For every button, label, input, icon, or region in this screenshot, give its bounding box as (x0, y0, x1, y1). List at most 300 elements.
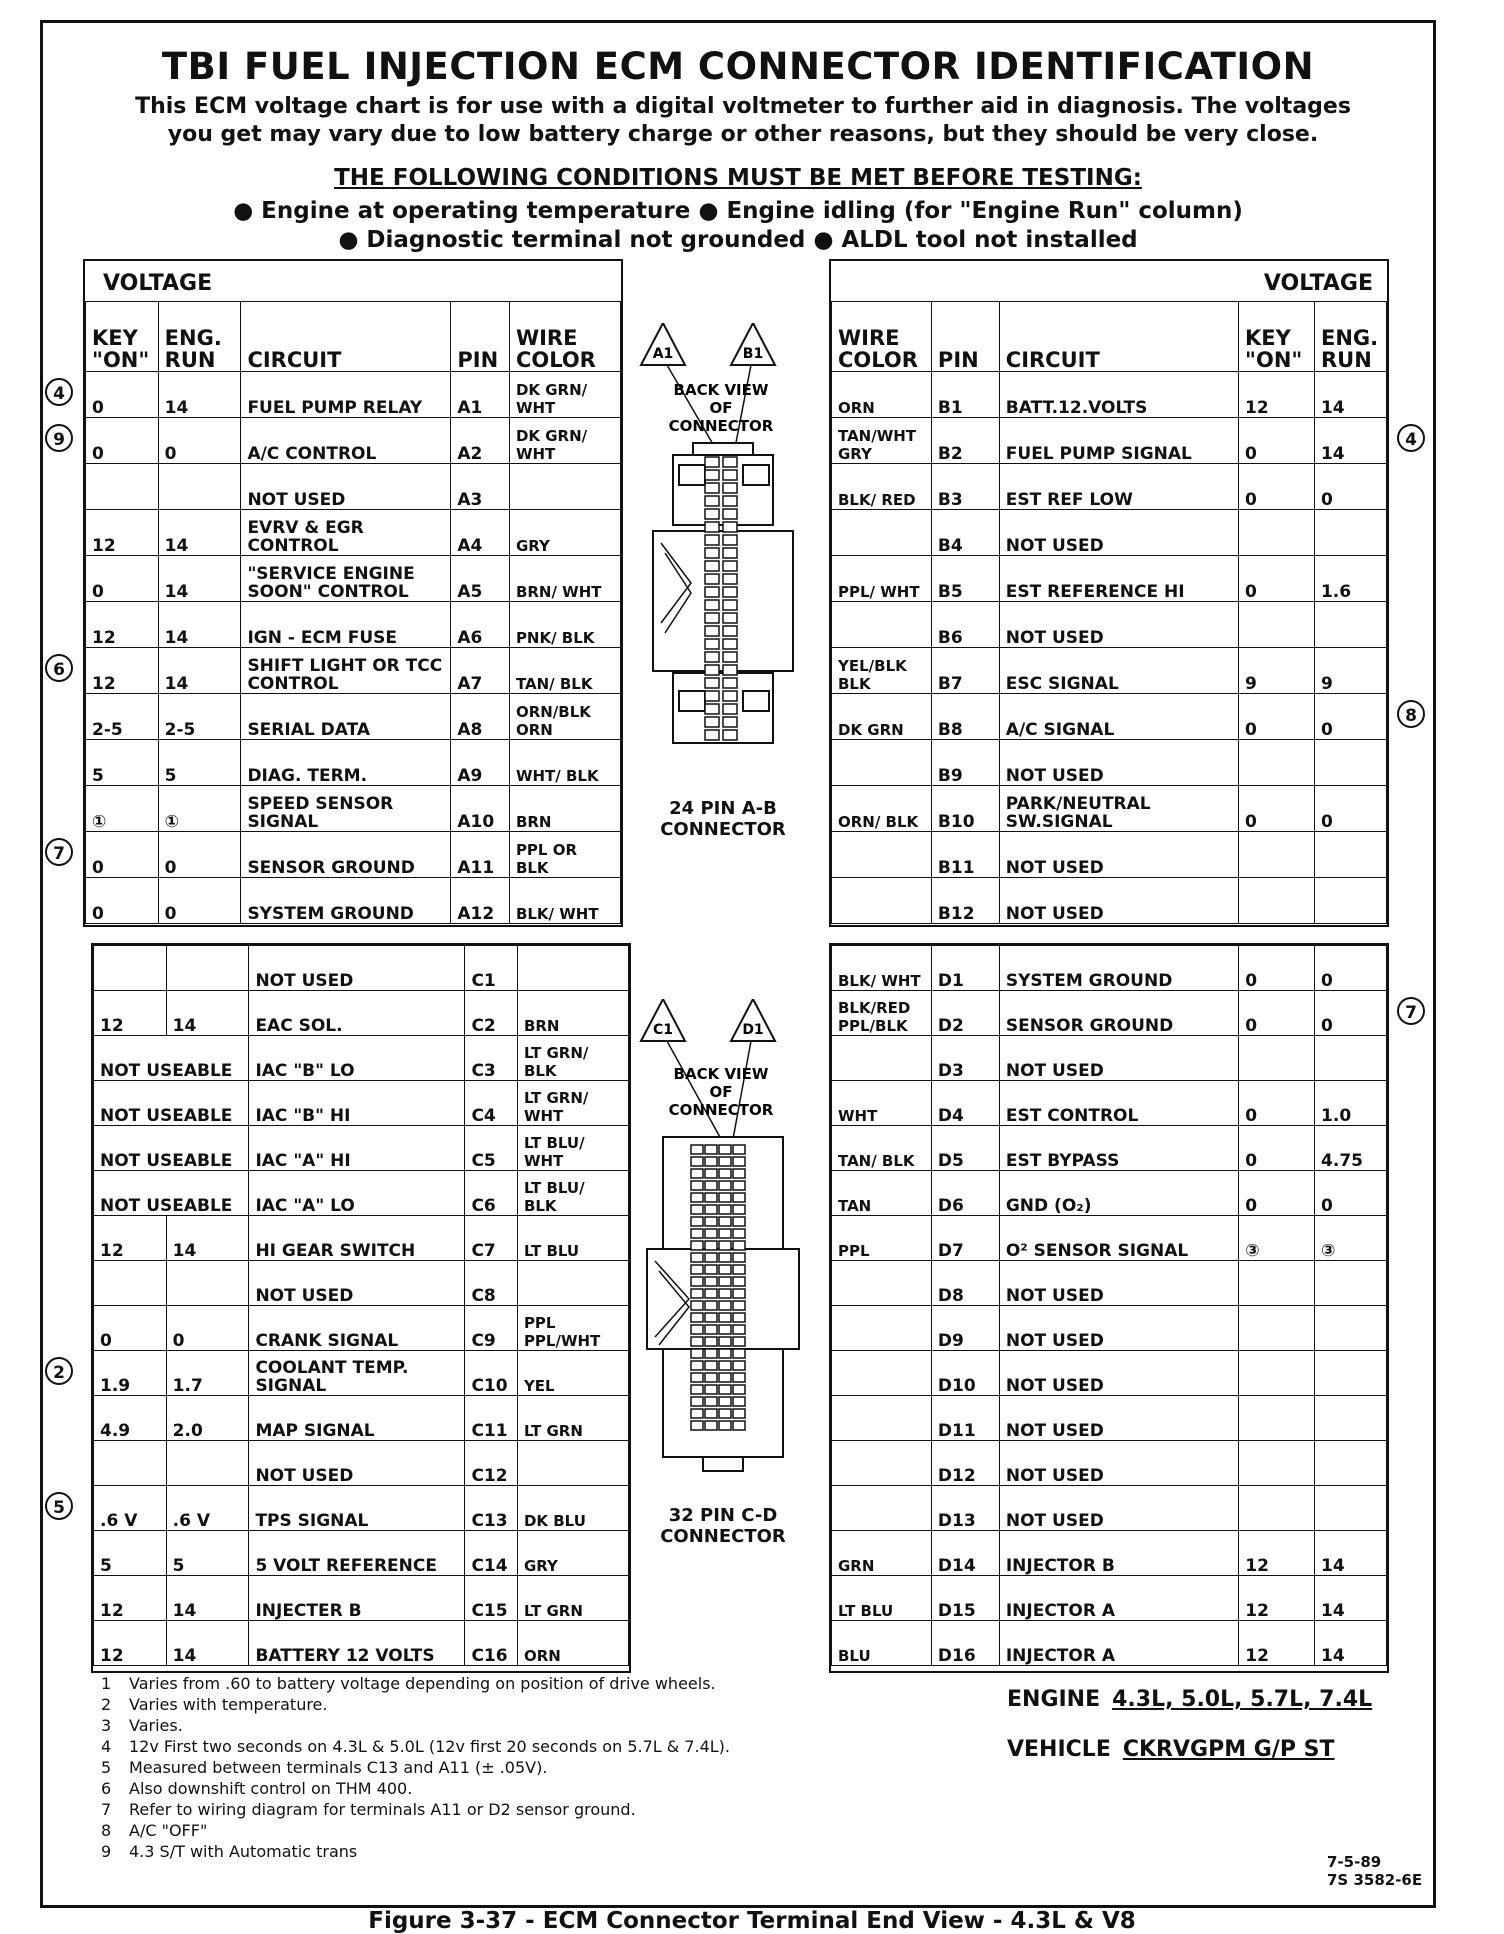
pin-cell: C12 (465, 1441, 517, 1486)
wire-color-cell: BRN (509, 786, 620, 832)
table-row (832, 878, 1387, 924)
circuit-cell: NOT USED (999, 602, 1238, 648)
pin-cell: C10 (465, 1351, 517, 1396)
key-on-cell (1239, 878, 1315, 924)
eng-run-cell: 14 (158, 602, 241, 648)
key-on-cell: 0 (1239, 556, 1315, 602)
connector-pin-socket (719, 1241, 731, 1250)
connector-pin-socket (691, 1169, 703, 1178)
connector-ab-back-view: BACK VIEW OF CONNECTOR (668, 381, 774, 435)
footnote-number: 5 (101, 1758, 112, 1777)
footnote-reference-circle: 7 (45, 838, 73, 866)
wire-color-cell (832, 1396, 932, 1441)
footnote-item (101, 1799, 636, 1820)
circuit-cell: EST CONTROL (999, 1081, 1238, 1126)
wire-color-cell (832, 832, 932, 878)
connector-pin-socket (691, 1181, 703, 1190)
wire-color-cell (832, 1261, 932, 1306)
wire-color-cell (832, 740, 932, 786)
pin-cell: A2 (451, 418, 510, 464)
wire-color-cell: PPL PPL/WHT (517, 1306, 628, 1351)
footnote-reference-circle: 5 (45, 1492, 73, 1520)
connector-cd-diagram (633, 999, 813, 1559)
wire-color-cell (517, 1261, 628, 1306)
connector-pin-socket (705, 1145, 717, 1154)
table-a-block (83, 259, 623, 927)
connector-pin-socket (723, 509, 737, 519)
table-row (832, 418, 1387, 464)
footnote-item (101, 1736, 730, 1757)
chart-sheet (40, 20, 1436, 1908)
connector-pin-socket (691, 1361, 703, 1370)
connector-pin-socket (705, 496, 719, 506)
eng-run-cell: 14 (166, 1216, 249, 1261)
connector-pin-socket (723, 535, 737, 545)
connector-pin-socket (719, 1217, 731, 1226)
conditions-header: THE FOLLOWING CONDITIONS MUST BE MET BEFORE TESTING: (334, 165, 1142, 191)
connector-pin-socket (691, 1253, 703, 1262)
key-on-cell: .6 V (94, 1486, 167, 1531)
circuit-cell: FUEL PUMP RELAY (241, 372, 451, 418)
eng-run-cell (1315, 1486, 1387, 1531)
table-row (832, 1576, 1387, 1621)
pin-cell: A5 (451, 556, 510, 602)
circuit-cell: NOT USED (999, 1306, 1238, 1351)
key-on-cell: 0 (86, 418, 159, 464)
circuit-cell: NOT USED (999, 510, 1238, 556)
key-on-cell: 9 (1239, 648, 1315, 694)
connector-pin-socket (705, 1289, 717, 1298)
table-row (832, 556, 1387, 602)
voltage-cell: NOT USEABLE (94, 1081, 249, 1126)
key-on-cell: 0 (1239, 1126, 1315, 1171)
connector-pin-socket (705, 483, 719, 493)
voltage-cell: NOT USEABLE (94, 1036, 249, 1081)
table-row (832, 648, 1387, 694)
wire-color-cell: WHT (832, 1081, 932, 1126)
pin-cell: C14 (465, 1531, 517, 1576)
connector-pin-socket (719, 1277, 731, 1286)
circuit-cell: DIAG. TERM. (241, 740, 451, 786)
connector-cd-tri-left: C1 (652, 1022, 674, 1038)
table-d (831, 945, 1387, 1666)
wire-color-cell (832, 602, 932, 648)
key-on-cell: 0 (1239, 946, 1315, 991)
table-row (832, 786, 1387, 832)
connector-pin-socket (691, 1337, 703, 1346)
connector-pin-socket (719, 1193, 731, 1202)
key-on-cell (1239, 1306, 1315, 1351)
connector-pin-socket (723, 652, 737, 662)
footnote-reference-circle: 6 (45, 654, 73, 682)
wire-color-cell: LT BLU/ BLK (517, 1171, 628, 1216)
circuit-cell: ESC SIGNAL (999, 648, 1238, 694)
key-on-cell: 0 (1239, 694, 1315, 740)
connector-pin-socket (719, 1313, 731, 1322)
pin-cell: D1 (931, 946, 999, 991)
table-row (832, 1486, 1387, 1531)
connector-pin-socket (705, 1373, 717, 1382)
pin-cell: B7 (931, 648, 999, 694)
circuit-cell: HI GEAR SWITCH (249, 1216, 465, 1261)
table-b (831, 301, 1387, 924)
connector-cd-graphic (633, 999, 813, 1499)
eng-run-cell: 14 (1315, 1576, 1387, 1621)
pin-cell: D2 (931, 991, 999, 1036)
connector-ab-tri-left: A1 (652, 346, 674, 362)
pin-cell: D5 (931, 1126, 999, 1171)
key-on-cell: 12 (1239, 1621, 1315, 1666)
key-on-cell (94, 946, 167, 991)
table-row (94, 1621, 629, 1666)
intro-line-2: you get may vary due to low battery charge or other reasons, but they should be very close. (167, 122, 1319, 147)
pin-cell: B4 (931, 510, 999, 556)
connector-pin-socket (691, 1385, 703, 1394)
connector-pin-socket (705, 1397, 717, 1406)
eng-run-cell (1314, 510, 1386, 556)
circuit-cell: CRANK SIGNAL (249, 1306, 465, 1351)
footnote-text: 12v First two seconds on 4.3L & 5.0L (12v first 20 seconds on 5.7L & 7.4L). (129, 1737, 731, 1756)
eng-run-cell: 2.0 (166, 1396, 249, 1441)
table-row (86, 418, 621, 464)
circuit-cell: SENSOR GROUND (999, 991, 1238, 1036)
key-on-cell: 0 (86, 372, 159, 418)
wire-color-cell: TAN/ BLK (509, 648, 620, 694)
eng-run-cell: 0 (158, 832, 241, 878)
wire-color-cell: BLU (832, 1621, 932, 1666)
key-on-cell: 0 (1239, 991, 1315, 1036)
connector-pin-socket (723, 691, 737, 701)
connector-pin-socket (691, 1373, 703, 1382)
connector-pin-socket (733, 1157, 745, 1166)
doc-date: 7-5-89 (1327, 1853, 1382, 1871)
footnote-number: 9 (101, 1842, 112, 1861)
figure-caption: Figure 3-37 - ECM Connector Terminal End View - 4.3L & V8 (368, 1908, 1136, 1934)
circuit-cell: NOT USED (999, 1486, 1238, 1531)
circuit-cell: EAC SOL. (249, 991, 465, 1036)
table-row (86, 786, 621, 832)
key-on-cell (1239, 1486, 1315, 1531)
table-row (832, 1261, 1387, 1306)
key-on-cell (1239, 1441, 1315, 1486)
table-row (94, 1261, 629, 1306)
circuit-cell: EST BYPASS (999, 1126, 1238, 1171)
key-on-cell: 0 (1239, 786, 1315, 832)
key-on-cell: 12 (86, 510, 159, 556)
eng-run-cell: 14 (1314, 418, 1386, 464)
pin-cell: C11 (465, 1396, 517, 1441)
wire-color-cell: ORN/BLK ORN (509, 694, 620, 740)
connector-pin-socket (705, 704, 719, 714)
doc-code: 7S 3582-6E (1327, 1871, 1423, 1889)
key-on-cell (1239, 1351, 1315, 1396)
circuit-cell: NOT USED (999, 740, 1238, 786)
connector-pin-socket (705, 626, 719, 636)
pin-cell: C1 (465, 946, 517, 991)
connector-pin-socket (723, 548, 737, 558)
header-circuit: CIRCUIT (241, 302, 451, 372)
pin-cell: A12 (451, 878, 510, 924)
connector-pin-socket (733, 1265, 745, 1274)
connector-pin-socket (691, 1289, 703, 1298)
footnote-text: Also downshift control on THM 400. (129, 1779, 413, 1798)
connector-pin-socket (723, 483, 737, 493)
footnote-item (101, 1820, 207, 1841)
table-row (94, 991, 629, 1036)
connector-ab-label: 24 PIN A-B CONNECTOR (660, 798, 786, 840)
table-row (86, 648, 621, 694)
eng-run-cell: ① (158, 786, 241, 832)
footnote-number: 6 (101, 1779, 112, 1798)
pin-cell: C3 (465, 1036, 517, 1081)
key-on-cell: 12 (94, 1576, 167, 1621)
connector-pin-socket (691, 1349, 703, 1358)
pin-cell: A9 (451, 740, 510, 786)
eng-run-cell (1314, 878, 1386, 924)
circuit-cell: A/C CONTROL (241, 418, 451, 464)
circuit-cell: SERIAL DATA (241, 694, 451, 740)
eng-run-cell (1314, 832, 1386, 878)
key-on-cell: 0 (1239, 1171, 1315, 1216)
pin-cell: A1 (451, 372, 510, 418)
key-on-cell: 12 (1239, 1576, 1315, 1621)
connector-pin-socket (705, 561, 719, 571)
circuit-cell: A/C SIGNAL (999, 694, 1238, 740)
key-on-cell (1239, 832, 1315, 878)
key-on-cell (1239, 1261, 1315, 1306)
connector-pin-socket (723, 665, 737, 675)
pin-cell: B5 (931, 556, 999, 602)
eng-run-cell (166, 946, 249, 991)
pin-cell: D15 (931, 1576, 999, 1621)
eng-run-cell: 0 (158, 878, 241, 924)
wire-color-cell: LT GRN/ BLK (517, 1036, 628, 1081)
wire-color-cell: PPL/ WHT (832, 556, 932, 602)
table-d-block (829, 943, 1389, 1673)
footnote-text: Varies from .60 to battery voltage depending on position of drive wheels. (129, 1674, 716, 1693)
circuit-cell: INJECTER B (249, 1576, 465, 1621)
connector-pin-socket (733, 1193, 745, 1202)
circuit-cell: INJECTOR A (999, 1621, 1238, 1666)
connector-pin-socket (719, 1205, 731, 1214)
header-wire-color: WIRE COLOR (509, 302, 620, 372)
eng-run-cell: 5 (158, 740, 241, 786)
eng-run-cell: 14 (158, 372, 241, 418)
footnote-reference-circle: 8 (1397, 700, 1425, 728)
key-on-cell: 0 (1239, 1081, 1315, 1126)
connector-pin-socket (733, 1325, 745, 1334)
key-on-cell: 0 (86, 878, 159, 924)
wire-color-cell: LT BLU/ WHT (517, 1126, 628, 1171)
wire-color-cell (832, 1306, 932, 1351)
connector-pin-socket (733, 1289, 745, 1298)
pin-cell: D14 (931, 1531, 999, 1576)
table-row (94, 1081, 629, 1126)
circuit-cell: NOT USED (999, 1351, 1238, 1396)
connector-ab-diagram (633, 323, 813, 843)
connector-pin-socket (705, 1421, 717, 1430)
table-row (94, 946, 629, 991)
voltage-label-b: VOLTAGE (1263, 271, 1373, 296)
circuit-cell: IAC "A" HI (249, 1126, 465, 1171)
connector-pin-socket (705, 1229, 717, 1238)
connector-pin-socket (733, 1337, 745, 1346)
connector-pin-socket (719, 1229, 731, 1238)
connector-pin-socket (733, 1409, 745, 1418)
eng-run-cell: 14 (1315, 1621, 1387, 1666)
circuit-cell: EVRV & EGR CONTROL (241, 510, 451, 556)
circuit-cell: IGN - ECM FUSE (241, 602, 451, 648)
pin-cell: D9 (931, 1306, 999, 1351)
wire-color-cell (517, 1441, 628, 1486)
connector-pin-socket (705, 691, 719, 701)
table-row (86, 510, 621, 556)
eng-run-cell (1315, 1036, 1387, 1081)
engine-label: ENGINE (1007, 1687, 1101, 1712)
table-row (94, 1216, 629, 1261)
table-row (94, 1486, 629, 1531)
pin-cell: D16 (931, 1621, 999, 1666)
eng-run-cell (1314, 602, 1386, 648)
wire-color-cell (832, 1441, 932, 1486)
pin-cell: B11 (931, 832, 999, 878)
wire-color-cell: LT BLU (832, 1576, 932, 1621)
key-on-cell (1239, 510, 1315, 556)
table-row (86, 464, 621, 510)
connector-pin-socket (733, 1253, 745, 1262)
circuit-cell: SYSTEM GROUND (241, 878, 451, 924)
wire-color-cell: YEL (517, 1351, 628, 1396)
circuit-cell: COOLANT TEMP. SIGNAL (249, 1351, 465, 1396)
connector-pin-socket (705, 522, 719, 532)
eng-run-cell: 5 (166, 1531, 249, 1576)
table-row (832, 1441, 1387, 1486)
connector-pin-socket (691, 1217, 703, 1226)
connector-pin-socket (691, 1229, 703, 1238)
connector-pin-socket (723, 613, 737, 623)
connector-pin-socket (705, 1385, 717, 1394)
connector-pin-socket (705, 1349, 717, 1358)
wire-color-cell (517, 946, 628, 991)
pin-cell: C6 (465, 1171, 517, 1216)
wire-color-cell: DK GRN (832, 694, 932, 740)
wire-color-cell: LT GRN (517, 1576, 628, 1621)
connector-pin-socket (691, 1241, 703, 1250)
wire-color-cell: PNK/ BLK (509, 602, 620, 648)
table-row (832, 1081, 1387, 1126)
pin-cell: D8 (931, 1261, 999, 1306)
circuit-cell: MAP SIGNAL (249, 1396, 465, 1441)
circuit-cell: NOT USED (999, 878, 1238, 924)
connector-pin-socket (719, 1253, 731, 1262)
key-on-cell: 0 (86, 832, 159, 878)
circuit-cell: EST REFERENCE HI (999, 556, 1238, 602)
connector-pin-socket (705, 717, 719, 727)
connector-pin-socket (691, 1325, 703, 1334)
pin-cell: C7 (465, 1216, 517, 1261)
key-on-cell: 0 (94, 1306, 167, 1351)
eng-run-cell: 0 (166, 1306, 249, 1351)
pin-cell: C13 (465, 1486, 517, 1531)
wire-color-cell (832, 878, 932, 924)
connector-pin-socket (705, 548, 719, 558)
eng-run-cell: 0 (1314, 786, 1386, 832)
header-pin: PIN (931, 302, 999, 372)
connector-pin-socket (705, 470, 719, 480)
connector-pin-socket (733, 1229, 745, 1238)
pin-cell: C9 (465, 1306, 517, 1351)
table-row (94, 1531, 629, 1576)
key-on-cell: 12 (94, 1216, 167, 1261)
vehicle-field (1007, 1737, 1334, 1762)
circuit-cell: NOT USED (249, 1261, 465, 1306)
pin-cell: C4 (465, 1081, 517, 1126)
pin-cell: B10 (931, 786, 999, 832)
connector-pin-socket (719, 1301, 731, 1310)
circuit-cell: TPS SIGNAL (249, 1486, 465, 1531)
connector-pin-socket (705, 1253, 717, 1262)
eng-run-cell (1315, 1351, 1387, 1396)
key-on-cell (1239, 602, 1315, 648)
connector-pin-socket (705, 1181, 717, 1190)
connector-pin-socket (705, 600, 719, 610)
circuit-cell: SHIFT LIGHT OR TCC CONTROL (241, 648, 451, 694)
pin-cell: A4 (451, 510, 510, 556)
eng-run-cell: 14 (158, 648, 241, 694)
key-on-cell (1239, 1396, 1315, 1441)
connector-pin-socket (691, 1193, 703, 1202)
connector-cd-tri-right: D1 (742, 1022, 764, 1038)
eng-run-cell: 14 (166, 991, 249, 1036)
wire-color-cell: TAN/WHT GRY (832, 418, 932, 464)
key-on-cell: 4.9 (94, 1396, 167, 1441)
connector-pin-socket (723, 704, 737, 714)
connector-pin-socket (719, 1169, 731, 1178)
pin-cell: B12 (931, 878, 999, 924)
connector-cd-back-view: BACK VIEW OF CONNECTOR (668, 1065, 774, 1119)
connector-pin-socket (723, 730, 737, 740)
connector-pin-socket (723, 717, 737, 727)
connector-pin-socket (723, 561, 737, 571)
footnote-reference-circle: 7 (1397, 997, 1425, 1025)
circuit-cell: O² SENSOR SIGNAL (999, 1216, 1238, 1261)
table-row (832, 740, 1387, 786)
pin-cell: A10 (451, 786, 510, 832)
table-c-block (91, 943, 631, 1673)
circuit-cell: NOT USED (249, 946, 465, 991)
eng-run-cell: 4.75 (1315, 1126, 1387, 1171)
key-on-cell: 12 (94, 1621, 167, 1666)
connector-pin-socket (705, 665, 719, 675)
eng-run-cell: 1.0 (1315, 1081, 1387, 1126)
connector-pin-socket (723, 470, 737, 480)
header-eng-run: ENG. RUN (158, 302, 241, 372)
table-row (86, 694, 621, 740)
wire-color-cell: LT GRN/ WHT (517, 1081, 628, 1126)
table-a (85, 301, 621, 924)
wire-color-cell: BRN (517, 991, 628, 1036)
table-row (86, 556, 621, 602)
circuit-cell: EST REF LOW (999, 464, 1238, 510)
table-row (832, 832, 1387, 878)
footnote-item (101, 1715, 183, 1736)
key-on-cell (94, 1441, 167, 1486)
connector-pin-socket (691, 1409, 703, 1418)
footnote-reference-circle: 2 (45, 1357, 73, 1385)
connector-pin-socket (691, 1301, 703, 1310)
connector-pin-socket (733, 1217, 745, 1226)
table-row (832, 1621, 1387, 1666)
